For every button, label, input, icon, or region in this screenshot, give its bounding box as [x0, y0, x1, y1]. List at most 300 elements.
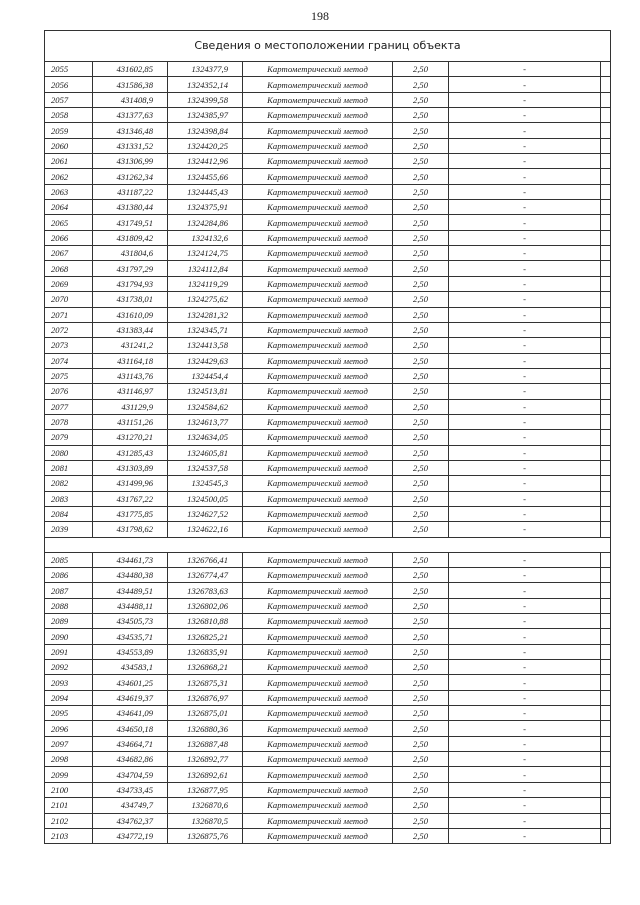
y-coordinate: 1324119,29 [168, 276, 243, 291]
y-coordinate: 1326876,97 [168, 690, 243, 705]
empty-cell [601, 506, 611, 521]
method-cell: Картометрический метод [243, 598, 393, 613]
method-cell: Картометрический метод [243, 675, 393, 690]
description-cell: - [449, 828, 601, 843]
method-cell: Картометрический метод [243, 322, 393, 337]
description-cell: - [449, 460, 601, 475]
table-title-row [45, 31, 611, 62]
empty-cell [601, 200, 611, 215]
precision-cell: 2,50 [393, 660, 449, 675]
precision-cell: 2,50 [393, 169, 449, 184]
description-cell: - [449, 476, 601, 491]
empty-cell [601, 767, 611, 782]
y-coordinate: 1326870,6 [168, 798, 243, 813]
table-row [45, 154, 611, 169]
table-row [45, 123, 611, 138]
method-cell: Картометрический метод [243, 522, 393, 537]
empty-cell [601, 215, 611, 230]
y-coordinate: 1326825,21 [168, 629, 243, 644]
point-number: 2077 [45, 399, 93, 414]
point-number: 2089 [45, 614, 93, 629]
point-number: 2072 [45, 322, 93, 337]
y-coordinate: 1324429,63 [168, 353, 243, 368]
y-coordinate: 1324413,58 [168, 338, 243, 353]
group-separator-cell [45, 537, 611, 552]
x-coordinate: 431380,44 [93, 200, 168, 215]
description-cell: - [449, 690, 601, 705]
point-number: 2088 [45, 598, 93, 613]
point-number: 2096 [45, 721, 93, 736]
y-coordinate: 1324537,58 [168, 460, 243, 475]
y-coordinate: 1324377,9 [168, 62, 243, 77]
x-coordinate: 434488,11 [93, 598, 168, 613]
empty-cell [601, 813, 611, 828]
empty-cell [601, 798, 611, 813]
table-row [45, 690, 611, 705]
y-coordinate: 1324622,16 [168, 522, 243, 537]
table-row [45, 92, 611, 107]
point-number: 2058 [45, 108, 93, 123]
x-coordinate: 434619,37 [93, 690, 168, 705]
table-row [45, 430, 611, 445]
table-row [45, 660, 611, 675]
point-number: 2073 [45, 338, 93, 353]
group-separator-row [45, 537, 611, 552]
description-cell: - [449, 752, 601, 767]
point-number: 2084 [45, 506, 93, 521]
precision-cell: 2,50 [393, 108, 449, 123]
description-cell: - [449, 338, 601, 353]
empty-cell [601, 782, 611, 797]
point-number: 2102 [45, 813, 93, 828]
table-row [45, 736, 611, 751]
description-cell: - [449, 445, 601, 460]
method-cell: Картометрический метод [243, 338, 393, 353]
precision-cell: 2,50 [393, 629, 449, 644]
x-coordinate: 431804,6 [93, 246, 168, 261]
method-cell: Картометрический метод [243, 798, 393, 813]
y-coordinate: 1324352,14 [168, 77, 243, 92]
precision-cell: 2,50 [393, 322, 449, 337]
y-coordinate: 1324398,84 [168, 123, 243, 138]
y-coordinate: 1326887,48 [168, 736, 243, 751]
precision-cell: 2,50 [393, 384, 449, 399]
method-cell: Картометрический метод [243, 77, 393, 92]
x-coordinate: 434505,73 [93, 614, 168, 629]
page-number: 198 [311, 9, 329, 23]
empty-cell [601, 522, 611, 537]
method-cell: Картометрический метод [243, 614, 393, 629]
empty-cell [601, 430, 611, 445]
empty-cell [601, 123, 611, 138]
y-coordinate: 1324399,58 [168, 92, 243, 107]
empty-cell [601, 445, 611, 460]
precision-cell: 2,50 [393, 644, 449, 659]
x-coordinate: 431164,18 [93, 353, 168, 368]
point-number: 2068 [45, 261, 93, 276]
point-number: 2099 [45, 767, 93, 782]
point-number: 2083 [45, 491, 93, 506]
table-row [45, 506, 611, 521]
y-coordinate: 1324281,32 [168, 307, 243, 322]
method-cell: Картометрический метод [243, 368, 393, 383]
description-cell: - [449, 552, 601, 567]
table-row [45, 414, 611, 429]
empty-cell [601, 721, 611, 736]
method-cell: Картометрический метод [243, 123, 393, 138]
description-cell: - [449, 200, 601, 215]
table-row [45, 399, 611, 414]
method-cell: Картометрический метод [243, 430, 393, 445]
table-row [45, 522, 611, 537]
description-cell: - [449, 598, 601, 613]
table-row [45, 169, 611, 184]
description-cell: - [449, 798, 601, 813]
description-cell: - [449, 568, 601, 583]
empty-cell [601, 706, 611, 721]
method-cell: Картометрический метод [243, 92, 393, 107]
method-cell: Картометрический метод [243, 384, 393, 399]
point-number: 2070 [45, 292, 93, 307]
y-coordinate: 1324584,62 [168, 399, 243, 414]
precision-cell: 2,50 [393, 506, 449, 521]
x-coordinate: 434489,51 [93, 583, 168, 598]
description-cell: - [449, 230, 601, 245]
y-coordinate: 1324275,62 [168, 292, 243, 307]
table-row [45, 200, 611, 215]
y-coordinate: 1326835,91 [168, 644, 243, 659]
point-number: 2091 [45, 644, 93, 659]
precision-cell: 2,50 [393, 690, 449, 705]
empty-cell [601, 660, 611, 675]
precision-cell: 2,50 [393, 752, 449, 767]
x-coordinate: 431383,44 [93, 322, 168, 337]
y-coordinate: 1326774,47 [168, 568, 243, 583]
empty-cell [601, 292, 611, 307]
y-coordinate: 1324545,3 [168, 476, 243, 491]
table-row [45, 598, 611, 613]
description-cell: - [449, 583, 601, 598]
empty-cell [601, 322, 611, 337]
table-row [45, 813, 611, 828]
method-cell: Картометрический метод [243, 721, 393, 736]
x-coordinate: 431143,76 [93, 368, 168, 383]
precision-cell: 2,50 [393, 767, 449, 782]
x-coordinate: 434480,38 [93, 568, 168, 583]
x-coordinate: 434733,45 [93, 782, 168, 797]
point-number: 2097 [45, 736, 93, 751]
table-row [45, 828, 611, 843]
method-cell: Картометрический метод [243, 215, 393, 230]
x-coordinate: 431602,85 [93, 62, 168, 77]
x-coordinate: 431377,63 [93, 108, 168, 123]
empty-cell [601, 598, 611, 613]
point-number: 2039 [45, 522, 93, 537]
table-row [45, 215, 611, 230]
point-number: 2080 [45, 445, 93, 460]
method-cell: Картометрический метод [243, 706, 393, 721]
precision-cell: 2,50 [393, 353, 449, 368]
y-coordinate: 1324455,66 [168, 169, 243, 184]
empty-cell [601, 460, 611, 475]
description-cell: - [449, 506, 601, 521]
table-row [45, 445, 611, 460]
point-number: 2062 [45, 169, 93, 184]
precision-cell: 2,50 [393, 261, 449, 276]
empty-cell [601, 736, 611, 751]
method-cell: Картометрический метод [243, 62, 393, 77]
precision-cell: 2,50 [393, 92, 449, 107]
method-cell: Картометрический метод [243, 276, 393, 291]
method-cell: Картометрический метод [243, 307, 393, 322]
description-cell: - [449, 322, 601, 337]
method-cell: Картометрический метод [243, 506, 393, 521]
table-row [45, 338, 611, 353]
point-number: 2082 [45, 476, 93, 491]
x-coordinate: 434762,37 [93, 813, 168, 828]
y-coordinate: 1324454,4 [168, 368, 243, 383]
method-cell: Картометрический метод [243, 736, 393, 751]
point-number: 2081 [45, 460, 93, 475]
y-coordinate: 1326868,21 [168, 660, 243, 675]
y-coordinate: 1324513,81 [168, 384, 243, 399]
x-coordinate: 431270,21 [93, 430, 168, 445]
empty-cell [601, 690, 611, 705]
point-number: 2074 [45, 353, 93, 368]
empty-cell [601, 384, 611, 399]
empty-cell [601, 752, 611, 767]
description-cell: - [449, 706, 601, 721]
method-cell: Картометрический метод [243, 108, 393, 123]
precision-cell: 2,50 [393, 721, 449, 736]
point-number: 2078 [45, 414, 93, 429]
precision-cell: 2,50 [393, 813, 449, 828]
x-coordinate: 431151,26 [93, 414, 168, 429]
precision-cell: 2,50 [393, 62, 449, 77]
precision-cell: 2,50 [393, 230, 449, 245]
precision-cell: 2,50 [393, 399, 449, 414]
description-cell: - [449, 430, 601, 445]
point-number: 2103 [45, 828, 93, 843]
x-coordinate: 431797,29 [93, 261, 168, 276]
empty-cell [601, 154, 611, 169]
x-coordinate: 434682,86 [93, 752, 168, 767]
description-cell: - [449, 399, 601, 414]
y-coordinate: 1324132,6 [168, 230, 243, 245]
description-cell: - [449, 813, 601, 828]
y-coordinate: 1326810,88 [168, 614, 243, 629]
table-row [45, 368, 611, 383]
y-coordinate: 1326875,76 [168, 828, 243, 843]
method-cell: Картометрический метод [243, 644, 393, 659]
x-coordinate: 431775,85 [93, 506, 168, 521]
description-cell: - [449, 368, 601, 383]
empty-cell [601, 108, 611, 123]
point-number: 2066 [45, 230, 93, 245]
y-coordinate: 1324420,25 [168, 138, 243, 153]
point-number: 2101 [45, 798, 93, 813]
point-number: 2092 [45, 660, 93, 675]
y-coordinate: 1326880,36 [168, 721, 243, 736]
precision-cell: 2,50 [393, 614, 449, 629]
empty-cell [601, 629, 611, 644]
y-coordinate: 1326783,63 [168, 583, 243, 598]
method-cell: Картометрический метод [243, 292, 393, 307]
point-number: 2061 [45, 154, 93, 169]
table-row [45, 353, 611, 368]
description-cell: - [449, 169, 601, 184]
table-row [45, 292, 611, 307]
precision-cell: 2,50 [393, 706, 449, 721]
empty-cell [601, 338, 611, 353]
precision-cell: 2,50 [393, 246, 449, 261]
x-coordinate: 431798,62 [93, 522, 168, 537]
y-coordinate: 1324345,71 [168, 322, 243, 337]
table-row [45, 629, 611, 644]
method-cell: Картометрический метод [243, 782, 393, 797]
x-coordinate: 431767,22 [93, 491, 168, 506]
y-coordinate: 1326875,31 [168, 675, 243, 690]
y-coordinate: 1324112,84 [168, 261, 243, 276]
x-coordinate: 431586,38 [93, 77, 168, 92]
table-row [45, 230, 611, 245]
x-coordinate: 431738,01 [93, 292, 168, 307]
precision-cell: 2,50 [393, 276, 449, 291]
y-coordinate: 1326877,95 [168, 782, 243, 797]
point-number: 2094 [45, 690, 93, 705]
table-row [45, 706, 611, 721]
point-number: 2065 [45, 215, 93, 230]
point-number: 2098 [45, 752, 93, 767]
point-number: 2095 [45, 706, 93, 721]
precision-cell: 2,50 [393, 828, 449, 843]
table-row [45, 184, 611, 199]
empty-cell [601, 77, 611, 92]
y-coordinate: 1326892,77 [168, 752, 243, 767]
x-coordinate: 434704,59 [93, 767, 168, 782]
precision-cell: 2,50 [393, 414, 449, 429]
precision-cell: 2,50 [393, 798, 449, 813]
description-cell: - [449, 261, 601, 276]
description-cell: - [449, 782, 601, 797]
boundary-coordinates-table [44, 30, 611, 844]
empty-cell [601, 414, 611, 429]
precision-cell: 2,50 [393, 522, 449, 537]
x-coordinate: 431187,22 [93, 184, 168, 199]
empty-cell [601, 491, 611, 506]
description-cell: - [449, 292, 601, 307]
table-row [45, 476, 611, 491]
y-coordinate: 1324284,86 [168, 215, 243, 230]
precision-cell: 2,50 [393, 77, 449, 92]
precision-cell: 2,50 [393, 430, 449, 445]
y-coordinate: 1326892,61 [168, 767, 243, 782]
x-coordinate: 431262,34 [93, 169, 168, 184]
empty-cell [601, 92, 611, 107]
description-cell: - [449, 154, 601, 169]
x-coordinate: 431306,99 [93, 154, 168, 169]
empty-cell [601, 138, 611, 153]
table-row [45, 552, 611, 567]
precision-cell: 2,50 [393, 460, 449, 475]
method-cell: Картометрический метод [243, 767, 393, 782]
description-cell: - [449, 414, 601, 429]
method-cell: Картометрический метод [243, 261, 393, 276]
precision-cell: 2,50 [393, 736, 449, 751]
point-number: 2086 [45, 568, 93, 583]
description-cell: - [449, 721, 601, 736]
point-number: 2076 [45, 384, 93, 399]
x-coordinate: 434641,09 [93, 706, 168, 721]
y-coordinate: 1324634,05 [168, 430, 243, 445]
method-cell: Картометрический метод [243, 246, 393, 261]
precision-cell: 2,50 [393, 123, 449, 138]
precision-cell: 2,50 [393, 552, 449, 567]
table-row [45, 138, 611, 153]
empty-cell [601, 476, 611, 491]
x-coordinate: 431408,9 [93, 92, 168, 107]
point-number: 2079 [45, 430, 93, 445]
x-coordinate: 434601,25 [93, 675, 168, 690]
point-number: 2056 [45, 77, 93, 92]
description-cell: - [449, 108, 601, 123]
method-cell: Картометрический метод [243, 828, 393, 843]
x-coordinate: 431346,48 [93, 123, 168, 138]
table-row [45, 614, 611, 629]
empty-cell [601, 353, 611, 368]
y-coordinate: 1324445,43 [168, 184, 243, 199]
point-number: 2087 [45, 583, 93, 598]
x-coordinate: 431794,93 [93, 276, 168, 291]
empty-cell [601, 644, 611, 659]
precision-cell: 2,50 [393, 215, 449, 230]
description-cell: - [449, 660, 601, 675]
point-number: 2055 [45, 62, 93, 77]
point-number: 2071 [45, 307, 93, 322]
precision-cell: 2,50 [393, 307, 449, 322]
x-coordinate: 434461,73 [93, 552, 168, 567]
point-number: 2100 [45, 782, 93, 797]
x-coordinate: 434749,7 [93, 798, 168, 813]
table-row [45, 77, 611, 92]
description-cell: - [449, 92, 601, 107]
empty-cell [601, 276, 611, 291]
table-row [45, 491, 611, 506]
method-cell: Картометрический метод [243, 583, 393, 598]
empty-cell [601, 583, 611, 598]
description-cell: - [449, 123, 601, 138]
y-coordinate: 1324412,96 [168, 154, 243, 169]
precision-cell: 2,50 [393, 782, 449, 797]
method-cell: Картометрический метод [243, 230, 393, 245]
precision-cell: 2,50 [393, 138, 449, 153]
method-cell: Картометрический метод [243, 813, 393, 828]
method-cell: Картометрический метод [243, 169, 393, 184]
empty-cell [601, 307, 611, 322]
method-cell: Картометрический метод [243, 154, 393, 169]
y-coordinate: 1326875,01 [168, 706, 243, 721]
table-title: Сведения о местоположении границ объекта [45, 31, 611, 62]
empty-cell [601, 184, 611, 199]
table-row [45, 675, 611, 690]
table-row [45, 798, 611, 813]
table-row [45, 767, 611, 782]
table-row [45, 246, 611, 261]
x-coordinate: 431809,42 [93, 230, 168, 245]
x-coordinate: 431129,9 [93, 399, 168, 414]
empty-cell [601, 230, 611, 245]
x-coordinate: 431303,89 [93, 460, 168, 475]
